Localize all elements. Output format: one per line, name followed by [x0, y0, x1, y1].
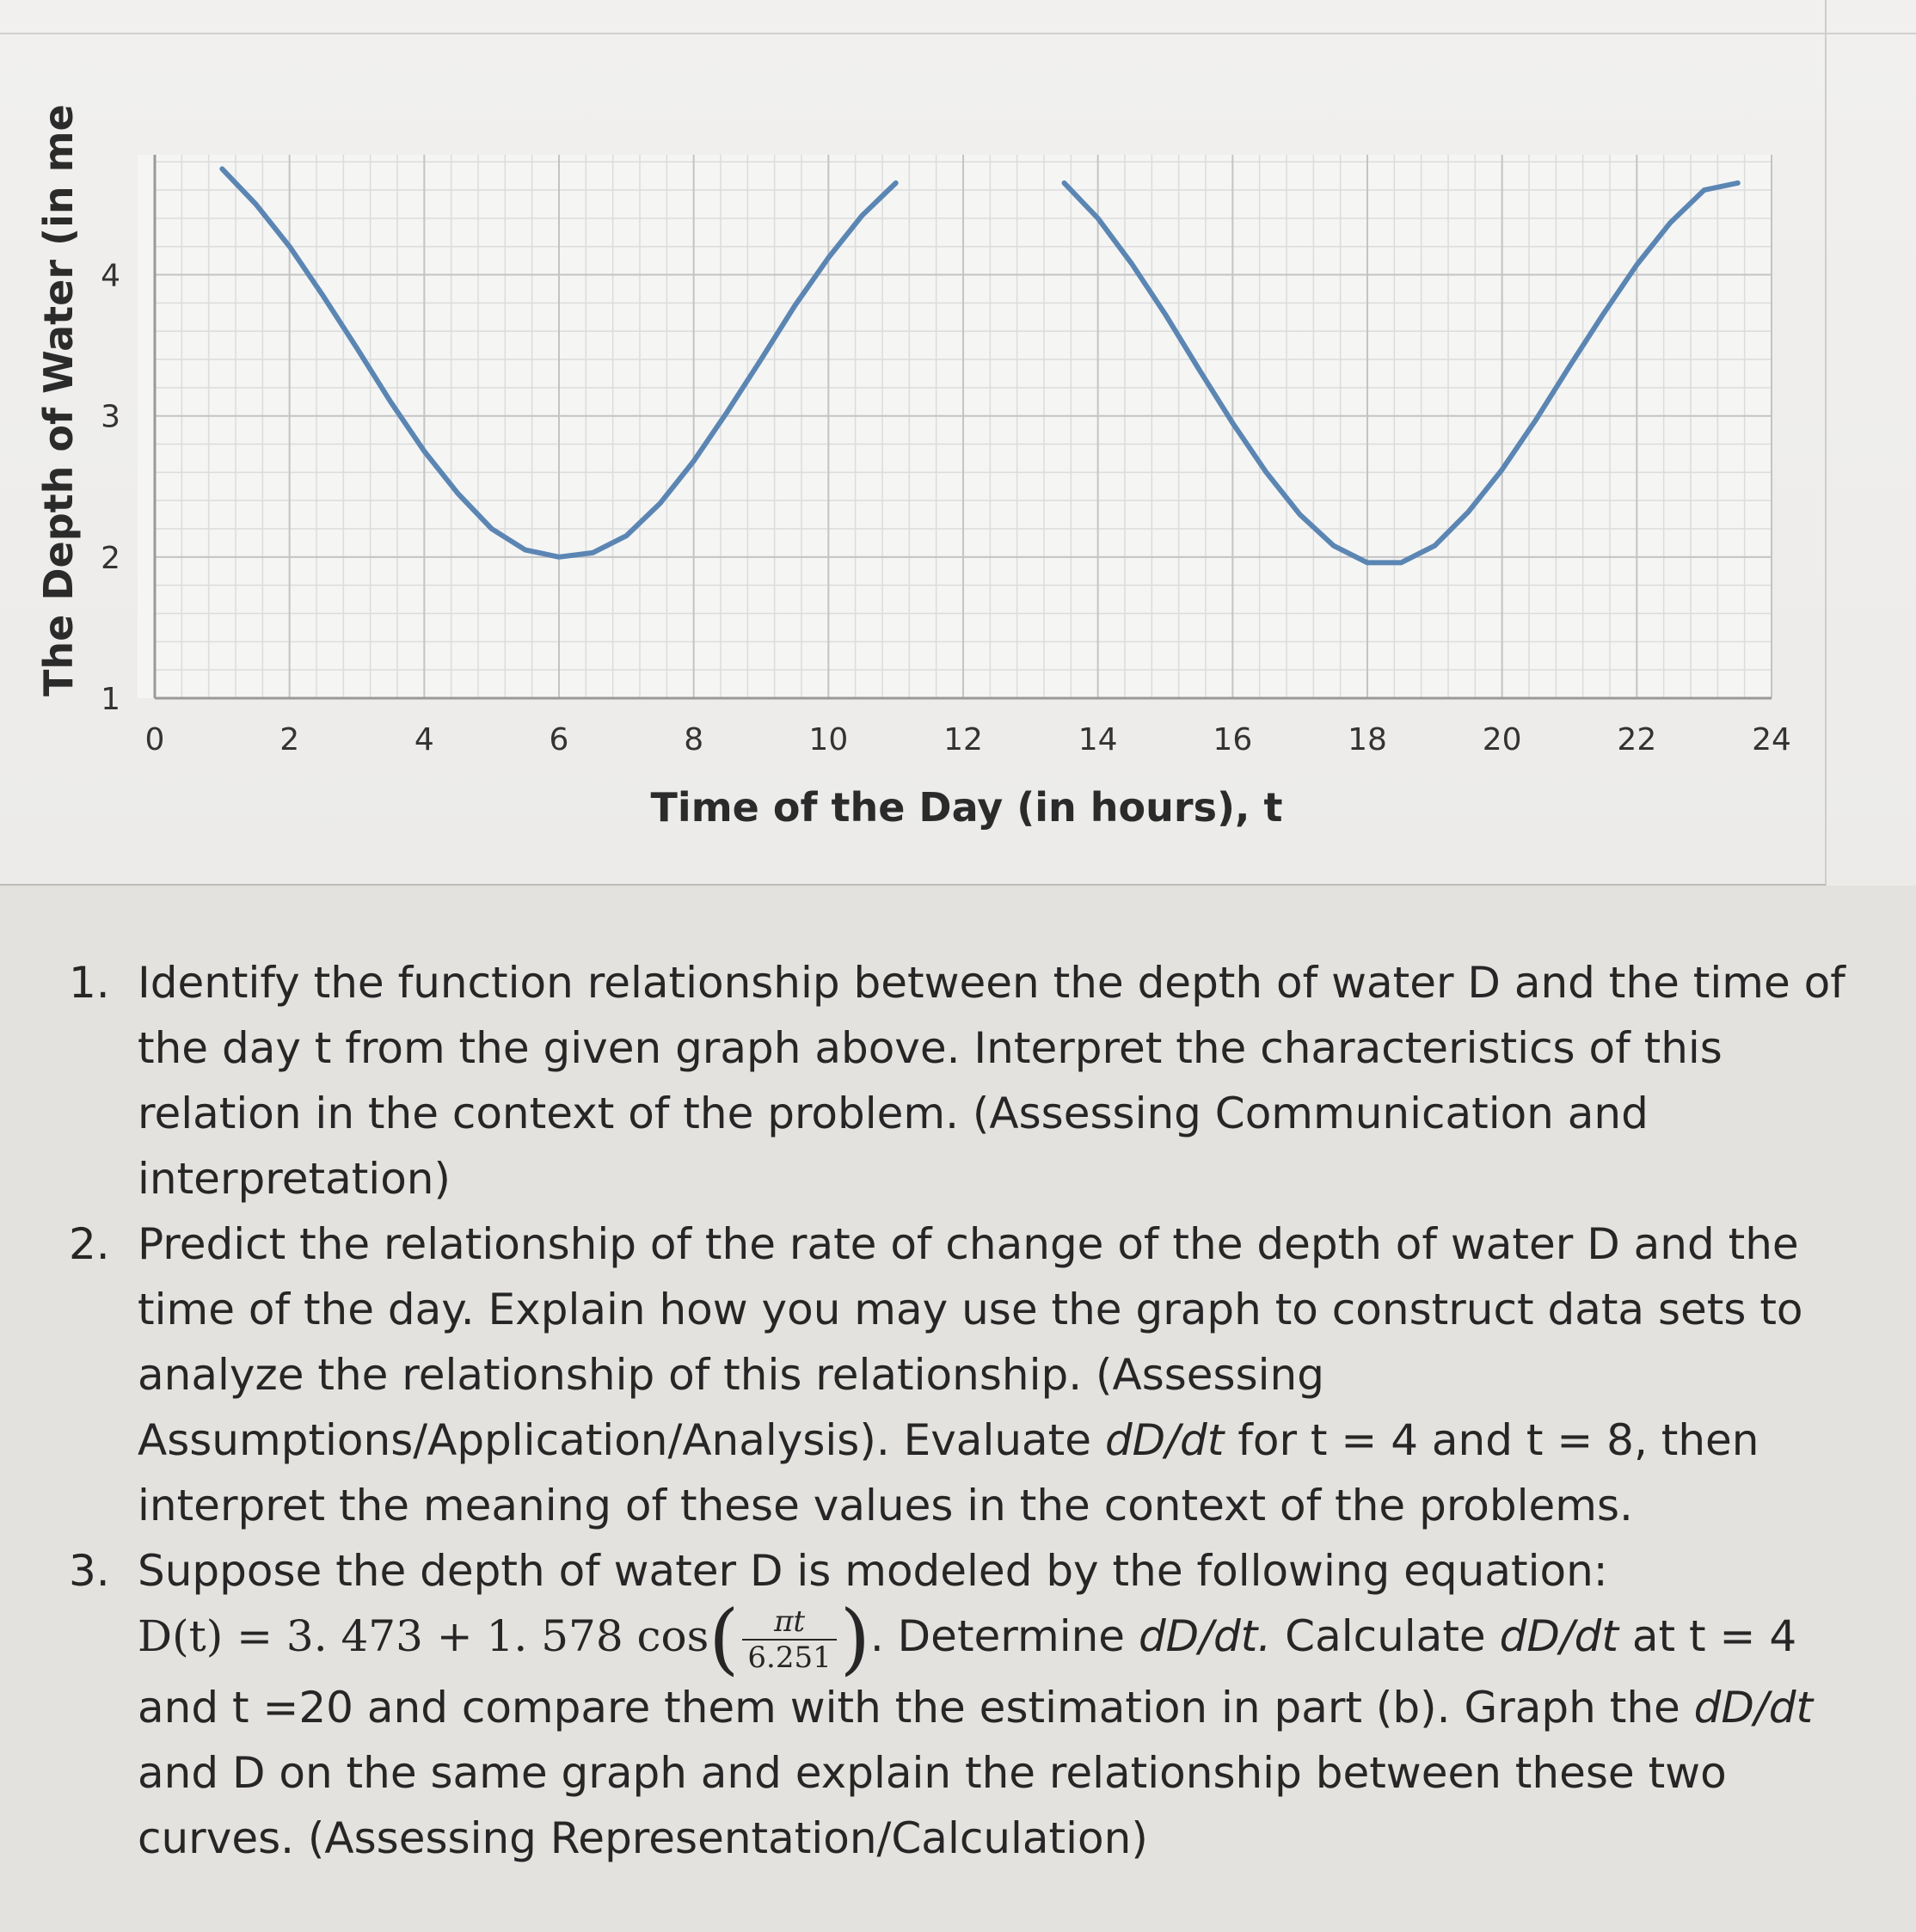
question-text: Suppose the depth of water D is modeled by the following equation: [138, 1546, 1608, 1596]
question-3 [52, 1538, 1858, 1871]
question-text: . Determine [869, 1611, 1139, 1661]
question-list [52, 950, 1858, 1871]
fraction-numerator: πt [742, 1604, 836, 1641]
derivative-term: dD/dt. [1138, 1611, 1272, 1661]
x-tick-label: 8 [684, 722, 704, 757]
depth-chart [0, 0, 1916, 886]
question-text: at t = 4 and t =20 and compare them with the estimation in part (b). Graph the [138, 1611, 1797, 1733]
equation-paren-close: ) [839, 1593, 870, 1684]
question-text: Predict the relationship of the rate of change of the depth of water D and the time of the day. Explain how you may use the graph to construct data sets to analyze the relationship of this relationship. (Assessing Assumptions/Application/Analysis). Evaluate [138, 1219, 1803, 1465]
question-text: and D on the same graph and explain the relationship between these two curves. (Assessing Representation/Calculation) [138, 1747, 1727, 1863]
x-tick-label: 16 [1213, 722, 1253, 757]
x-tick-label: 24 [1752, 722, 1791, 757]
y-tick-label: 2 [101, 540, 120, 576]
grid-lines [138, 155, 1772, 698]
x-tick-label: 10 [808, 722, 849, 757]
question-text: for t = 4 and t = 8, then interpret the meaning of these values in the context of the problems. [138, 1415, 1759, 1530]
y-axis-label: The Depth of Water (in me [35, 104, 82, 696]
y-tick-label: 3 [101, 399, 120, 435]
x-tick-label: 22 [1617, 722, 1657, 757]
plot-area [138, 155, 1772, 698]
question-1 [52, 950, 1858, 1211]
x-tick-label: 18 [1348, 722, 1387, 757]
y-tick-labels [101, 259, 120, 717]
question-text: Calculate [1271, 1611, 1500, 1661]
question-number: 3. [69, 1546, 110, 1596]
question-number: 1. [69, 958, 110, 1008]
x-tick-label: 6 [549, 722, 569, 757]
derivative-term: dD/dt [1693, 1682, 1814, 1733]
question-number: 2. [69, 1219, 110, 1269]
x-tick-label: 2 [279, 722, 300, 757]
fraction-denominator: 6.251 [747, 1640, 832, 1675]
x-tick-label: 12 [943, 722, 983, 757]
x-tick-label: 14 [1078, 722, 1118, 757]
x-tick-label: 0 [144, 722, 165, 757]
x-tick-label: 20 [1482, 722, 1522, 757]
equation-fraction [742, 1604, 836, 1675]
x-tick-labels [145, 722, 1791, 757]
equation-lhs: D(t) = 3. 473 + 1. 578 cos [138, 1611, 709, 1661]
question-text: Identify the function relationship between the depth of water D and the time of the day t from the given graph above. Interpret the characteristics of this relation in the context of the problem. (Assessing Communication and interpretation) [138, 958, 1845, 1204]
x-axis-label: Time of the Day (in hours), t [650, 784, 1283, 831]
derivative-term: dD/dt [1499, 1611, 1619, 1661]
question-2 [52, 1211, 1858, 1538]
equation-paren-open: ( [709, 1593, 740, 1684]
x-tick-label: 4 [414, 722, 434, 757]
y-tick-label: 1 [101, 682, 120, 717]
y-tick-label: 4 [101, 258, 120, 294]
derivative-term: dD/dt [1104, 1415, 1225, 1465]
